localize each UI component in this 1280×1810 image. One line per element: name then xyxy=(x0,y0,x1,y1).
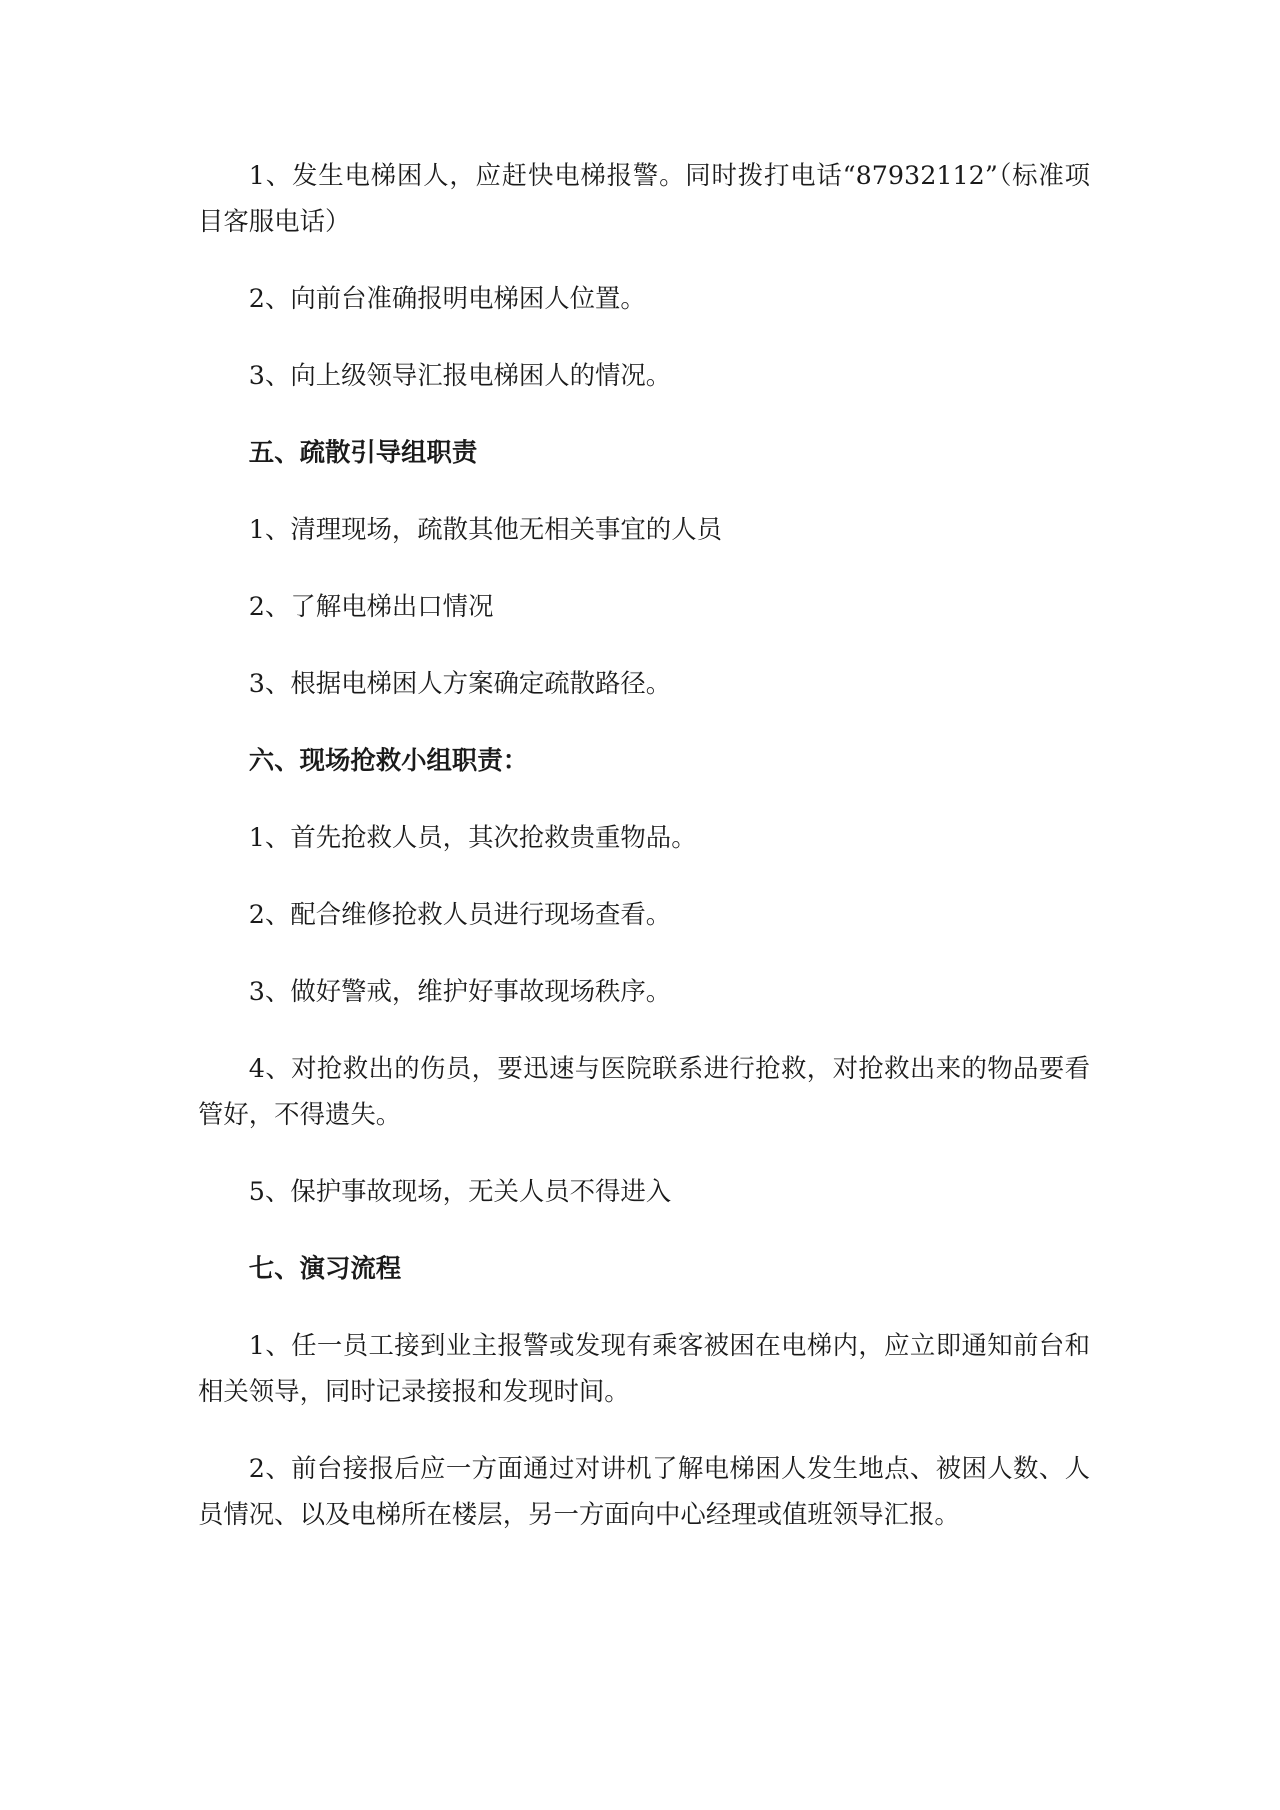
section-heading-evacuation: 五、疏散引导组职责 xyxy=(248,437,478,467)
rescue-item-4: 4、对抢救出的伤员，要迅速与医院联系进行抢救，对抢救出来的物品要看管好，不得遗失。 xyxy=(198,1053,1090,1129)
section-heading-drill-process: 七、演习流程 xyxy=(248,1253,402,1283)
document-page xyxy=(198,152,1090,1568)
rescue-item-2: 2、配合维修抢救人员进行现场查看。 xyxy=(248,899,672,929)
evacuation-item-3: 3、根据电梯困人方案确定疏散路径。 xyxy=(248,668,672,698)
evacuation-item-1: 1、清理现场，疏散其他无相关事宜的人员 xyxy=(248,514,722,544)
rescue-item-3: 3、做好警戒，维护好事故现场秩序。 xyxy=(248,976,672,1006)
elevator-alarm-item-2: 2、向前台准确报明电梯困人位置。 xyxy=(248,283,646,313)
rescue-item-5: 5、保护事故现场，无关人员不得进入 xyxy=(248,1176,672,1206)
drill-process-item-1: 1、任一员工接到业主报警或发现有乘客被困在电梯内，应立即通知前台和相关领导，同时记录接报和发现时间。 xyxy=(198,1330,1090,1406)
elevator-alarm-item-3: 3、向上级领导汇报电梯困人的情况。 xyxy=(248,360,672,390)
rescue-item-1: 1、首先抢救人员，其次抢救贵重物品。 xyxy=(248,822,697,852)
evacuation-item-2: 2、了解电梯出口情况 xyxy=(248,591,494,621)
elevator-alarm-item-1: 1、发生电梯困人，应赶快电梯报警。同时拨打电话“87932112”（标准项目客服电话） xyxy=(198,160,1090,236)
drill-process-item-2: 2、前台接报后应一方面通过对讲机了解电梯困人发生地点、被困人数、人员情况、以及电梯所在楼层，另一方面向中心经理或值班领导汇报。 xyxy=(198,1453,1090,1529)
section-heading-rescue: 六、现场抢救小组职责： xyxy=(248,745,529,775)
